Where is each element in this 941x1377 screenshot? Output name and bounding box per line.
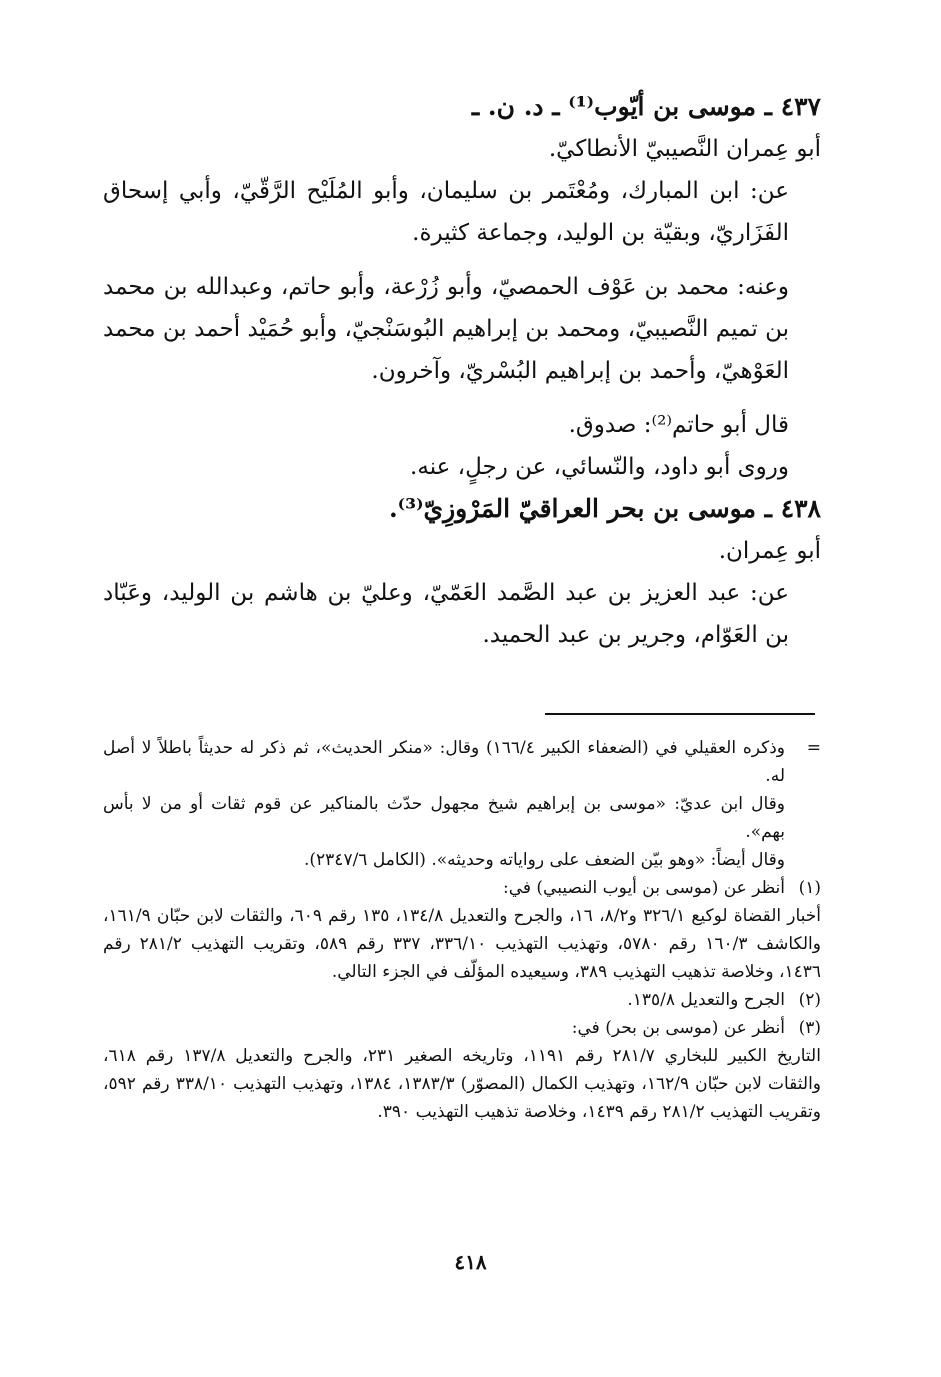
footnote-2-text: الجرح والتعديل ١٣٥/٨. <box>627 990 785 1010</box>
footnote-2 <box>103 986 821 1014</box>
entry-438-kunya: أبو عِمران. <box>718 538 821 564</box>
footnote-3-body: التاريخ الكبير للبخاري ٢٨١/٧ رقم ١١٩١، وتاريخه الصغير ٢٣١، والجرح والتعديل ١٣٧/٨ رقم ٦١٨، والثقات لابن حبّان ١٦٢/٩، وتهذيب الكمال (المصوّر) ١٣٨٣/٣، ١٣٨٤، وتهذيب التهذيب ٣٣٨/١٠ رقم ٥٩٢، وتقريب التهذيب ٢٨١/٢ رقم ١٤٣٩، وخلاصة تذهيب التهذيب ٣٩٠. <box>103 1046 821 1122</box>
entry-437-kunya: أبو عِمران النَّصيبيّ الأنطاكيّ. <box>548 136 821 162</box>
entry-437-heading: ٤٣٧ ـ موسى بن أيّوب⁽¹⁾ ـ د. ن. ـ <box>471 92 821 121</box>
continuation-ibn-adi: وقال ابن عديّ: «موسى بن إبراهيم شيخ مجهول حدّث بالمناكير عن قوم ثقات أو من لا بأس بهم». <box>103 794 785 842</box>
entry-437-teachers: عن: ابن المبارك، ومُعْتَمر بن سليمان، وأبو المُلَيْح الرَّقّيّ، وأبي إسحاق الفَزَاريّ، وبقيّة بن الوليد، وجماعة كثيرة. <box>103 178 789 246</box>
footnote-3-marker: (٣) <box>798 1018 821 1038</box>
footnote-divider <box>545 713 815 715</box>
entry-438-teachers: عن: عبد العزيز بن عبد الصَّمد العَمّيّ، وعليّ بن هاشم بن الوليد، وعَبّاد بن العَوّام، وجرير بن عبد الحميد. <box>103 580 789 648</box>
continuation-text: وذكره العقيلي في (الضعفاء الكبير ١٦٦/٤) وقال: «منكر الحديث»، ثم ذكر له حديثاً باطلاً لا أصل له. <box>103 738 785 786</box>
entry-437-students: وعنه: محمد بن عَوْف الحمصيّ، وأبو زُرْعة، وأبو حاتم، وعبدالله بن محمد بن تميم النَّصيبيّ، ومحمد بن إبراهيم البُوسَنْجيّ، وأبو حُمَيْد أحمد بن محمد العَوْهيّ، وأحمد بن إبراهيم البُسْريّ، وآخرون. <box>103 274 789 384</box>
footnote-continuation <box>103 734 821 790</box>
page-number: ٤١٨ <box>454 1250 487 1274</box>
footnotes <box>103 734 821 1126</box>
main-text <box>103 86 821 656</box>
footnote-3-intro: أنظر عن (موسى بن بحر) في: <box>571 1018 785 1038</box>
continuation-kamil: وقال أيضاً: «وهو بيّن الضعف على رواياته وحديثه». (الكامل ٢٣٤٧/٦). <box>304 850 785 870</box>
entry-437-grading: قال أبو حاتم⁽²⁾: صدوق. <box>568 412 789 438</box>
footnote-1-intro: أنظر عن (موسى بن أيوب النصيبي) في: <box>503 878 785 898</box>
continuation-marker: = <box>806 738 821 758</box>
paragraph-gap <box>103 254 821 266</box>
footnote-1-marker: (١) <box>798 878 821 898</box>
footnote-2-marker: (٢) <box>798 990 821 1010</box>
entry-438-heading: ٤٣٨ ـ موسى بن بحر العراقيّ المَرْوزِيّ⁽³⁾. <box>388 494 821 523</box>
footnote-1 <box>103 874 821 902</box>
paragraph-gap <box>103 392 821 404</box>
entry-437-narration: وروى أبو داود، والنّسائي، عن رجلٍ، عنه. <box>410 454 789 480</box>
footnote-3 <box>103 1014 821 1042</box>
footnote-1-body: أخبار القضاة لوكيع ٣٢٦/١ و٨/٢، ١٦، والجرح والتعديل ١٣٤/٨، ١٣٥ رقم ٦٠٩، والثقات لابن حبّان ١٦١/٩، والكاشف ١٦٠/٣ رقم ٥٧٨٠، وتهذيب التهذيب ٣٣٦/١٠، ٣٣٧ رقم ٥٨٩، وتقريب التهذيب ٢٨١/٢ رقم ١٤٣٦، وخلاصة تذهيب التهذيب ٣٨٩، وسيعيده المؤلّف في الجزء التالي. <box>103 906 822 982</box>
